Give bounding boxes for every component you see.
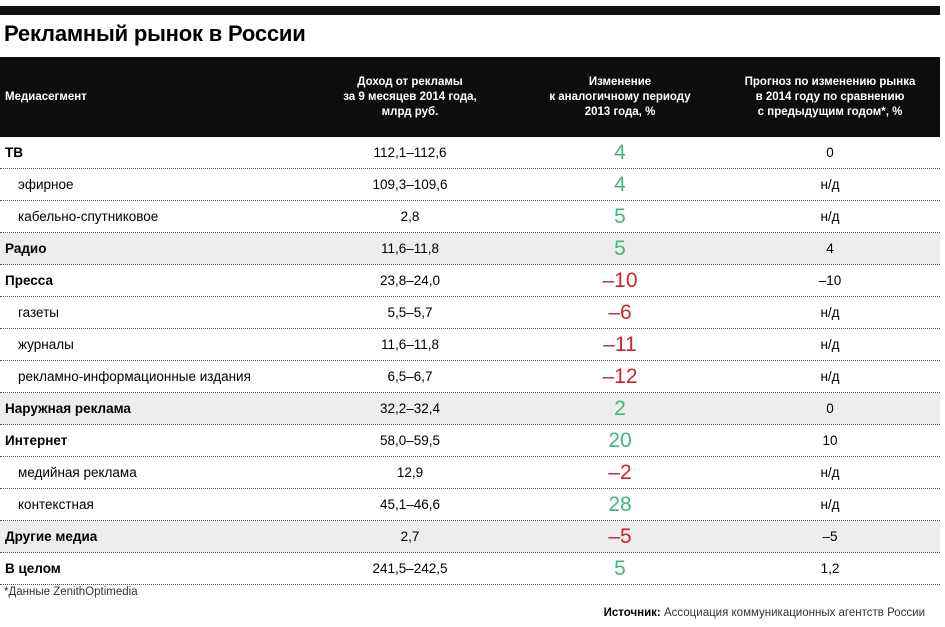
header-change xyxy=(520,57,720,137)
forecast-value: н/д xyxy=(820,209,840,224)
page-title: Рекламный рынок в России xyxy=(4,21,306,46)
change-value: 28 xyxy=(608,493,632,516)
table-header xyxy=(0,57,940,137)
table-row xyxy=(0,361,940,393)
header-revenue-line: Доход от рекламы xyxy=(357,75,463,88)
revenue-value: 58,0–59,5 xyxy=(379,433,441,448)
change-value: –6 xyxy=(608,301,632,324)
change-value: 20 xyxy=(608,429,632,452)
header-forecast-line: Прогноз по изменению рынка xyxy=(744,75,916,88)
header-revenue-line: млрд руб. xyxy=(381,105,439,118)
revenue-value: 2,8 xyxy=(400,209,420,224)
footnote: *Данные ZenithOptimedia xyxy=(4,586,138,598)
table-row xyxy=(0,393,940,425)
forecast-value: 0 xyxy=(826,401,834,416)
table-row xyxy=(0,201,940,233)
segment-name: Другие медиа xyxy=(5,529,98,544)
segment-name: газеты xyxy=(18,305,59,320)
segment-name: Пресса xyxy=(5,273,53,288)
forecast-value: 0 xyxy=(826,145,834,160)
table-row xyxy=(0,425,940,457)
forecast-value: 10 xyxy=(822,433,838,448)
forecast-value: н/д xyxy=(820,465,840,480)
revenue-value: 12,9 xyxy=(396,465,424,480)
revenue-value: 241,5–242,5 xyxy=(372,561,448,576)
table-row xyxy=(0,297,940,329)
revenue-value: 32,2–32,4 xyxy=(379,401,441,416)
segment-name: В целом xyxy=(5,561,61,576)
change-value: 5 xyxy=(614,205,626,228)
forecast-value: н/д xyxy=(820,305,840,320)
source-text: Ассоциация коммуникационных агентств России xyxy=(663,607,925,619)
segment-name: Наружная реклама xyxy=(5,401,131,416)
header-change-line: к аналогичному периоду xyxy=(549,90,691,103)
forecast-value: 1,2 xyxy=(820,561,840,576)
revenue-value: 6,5–6,7 xyxy=(387,369,433,384)
forecast-value: 4 xyxy=(826,241,834,256)
forecast-value: н/д xyxy=(820,369,840,384)
table-row xyxy=(0,265,940,297)
segment-name: ТВ xyxy=(5,145,23,160)
revenue-value: 23,8–24,0 xyxy=(379,273,441,288)
table-row xyxy=(0,329,940,361)
header-change-line: 2013 года, % xyxy=(584,105,656,118)
table-row xyxy=(0,137,940,169)
header-revenue xyxy=(330,57,490,137)
revenue-value: 5,5–5,7 xyxy=(387,305,433,320)
change-value: –12 xyxy=(602,365,638,388)
header-revenue-line: за 9 месяцев 2014 года, xyxy=(343,90,477,103)
segment-name: медийная реклама xyxy=(18,465,137,480)
forecast-value: н/д xyxy=(820,337,840,352)
revenue-value: 2,7 xyxy=(400,529,420,544)
table-row xyxy=(0,233,940,265)
segment-name: контекстная xyxy=(18,497,94,512)
header-change-line: Изменение xyxy=(588,75,652,88)
revenue-value: 11,6–11,8 xyxy=(380,241,440,256)
table-row xyxy=(0,457,940,489)
segment-name: журналы xyxy=(18,337,74,352)
change-value: –10 xyxy=(602,269,638,292)
header-forecast xyxy=(720,57,940,137)
segment-name: Интернет xyxy=(5,433,68,448)
segment-name: Радио xyxy=(5,241,47,256)
forecast-value: н/д xyxy=(820,177,840,192)
change-value: –5 xyxy=(608,525,632,548)
change-value: 4 xyxy=(614,173,626,196)
table-body xyxy=(0,137,940,585)
change-value: 4 xyxy=(614,141,626,164)
segment-name: рекламно-информационные издания xyxy=(18,369,251,384)
top-rule xyxy=(0,6,940,15)
table-row xyxy=(0,553,940,585)
revenue-value: 45,1–46,6 xyxy=(379,497,441,512)
header-forecast-line: в 2014 году по сравнению xyxy=(755,90,905,103)
table-row xyxy=(0,489,940,521)
segment-name: кабельно-спутниковое xyxy=(18,209,159,224)
header-forecast-line: с предыдущим годом*, % xyxy=(757,105,903,118)
header-segment: Медиасегмент xyxy=(5,90,87,103)
forecast-value: –5 xyxy=(822,529,838,544)
revenue-value: 112,1–112,6 xyxy=(373,145,447,160)
table-row xyxy=(0,169,940,201)
revenue-value: 11,6–11,8 xyxy=(380,337,440,352)
table-row xyxy=(0,521,940,553)
change-value: 5 xyxy=(614,237,626,260)
forecast-value: –10 xyxy=(818,273,842,288)
source-note xyxy=(604,607,925,619)
segment-name: эфирное xyxy=(18,177,74,192)
change-value: 2 xyxy=(614,397,626,420)
change-value: 5 xyxy=(614,557,626,580)
change-value: –2 xyxy=(608,461,632,484)
forecast-value: н/д xyxy=(820,497,840,512)
change-value: –11 xyxy=(603,333,637,356)
revenue-value: 109,3–109,6 xyxy=(372,177,448,192)
source-label: Источник: xyxy=(603,607,661,619)
